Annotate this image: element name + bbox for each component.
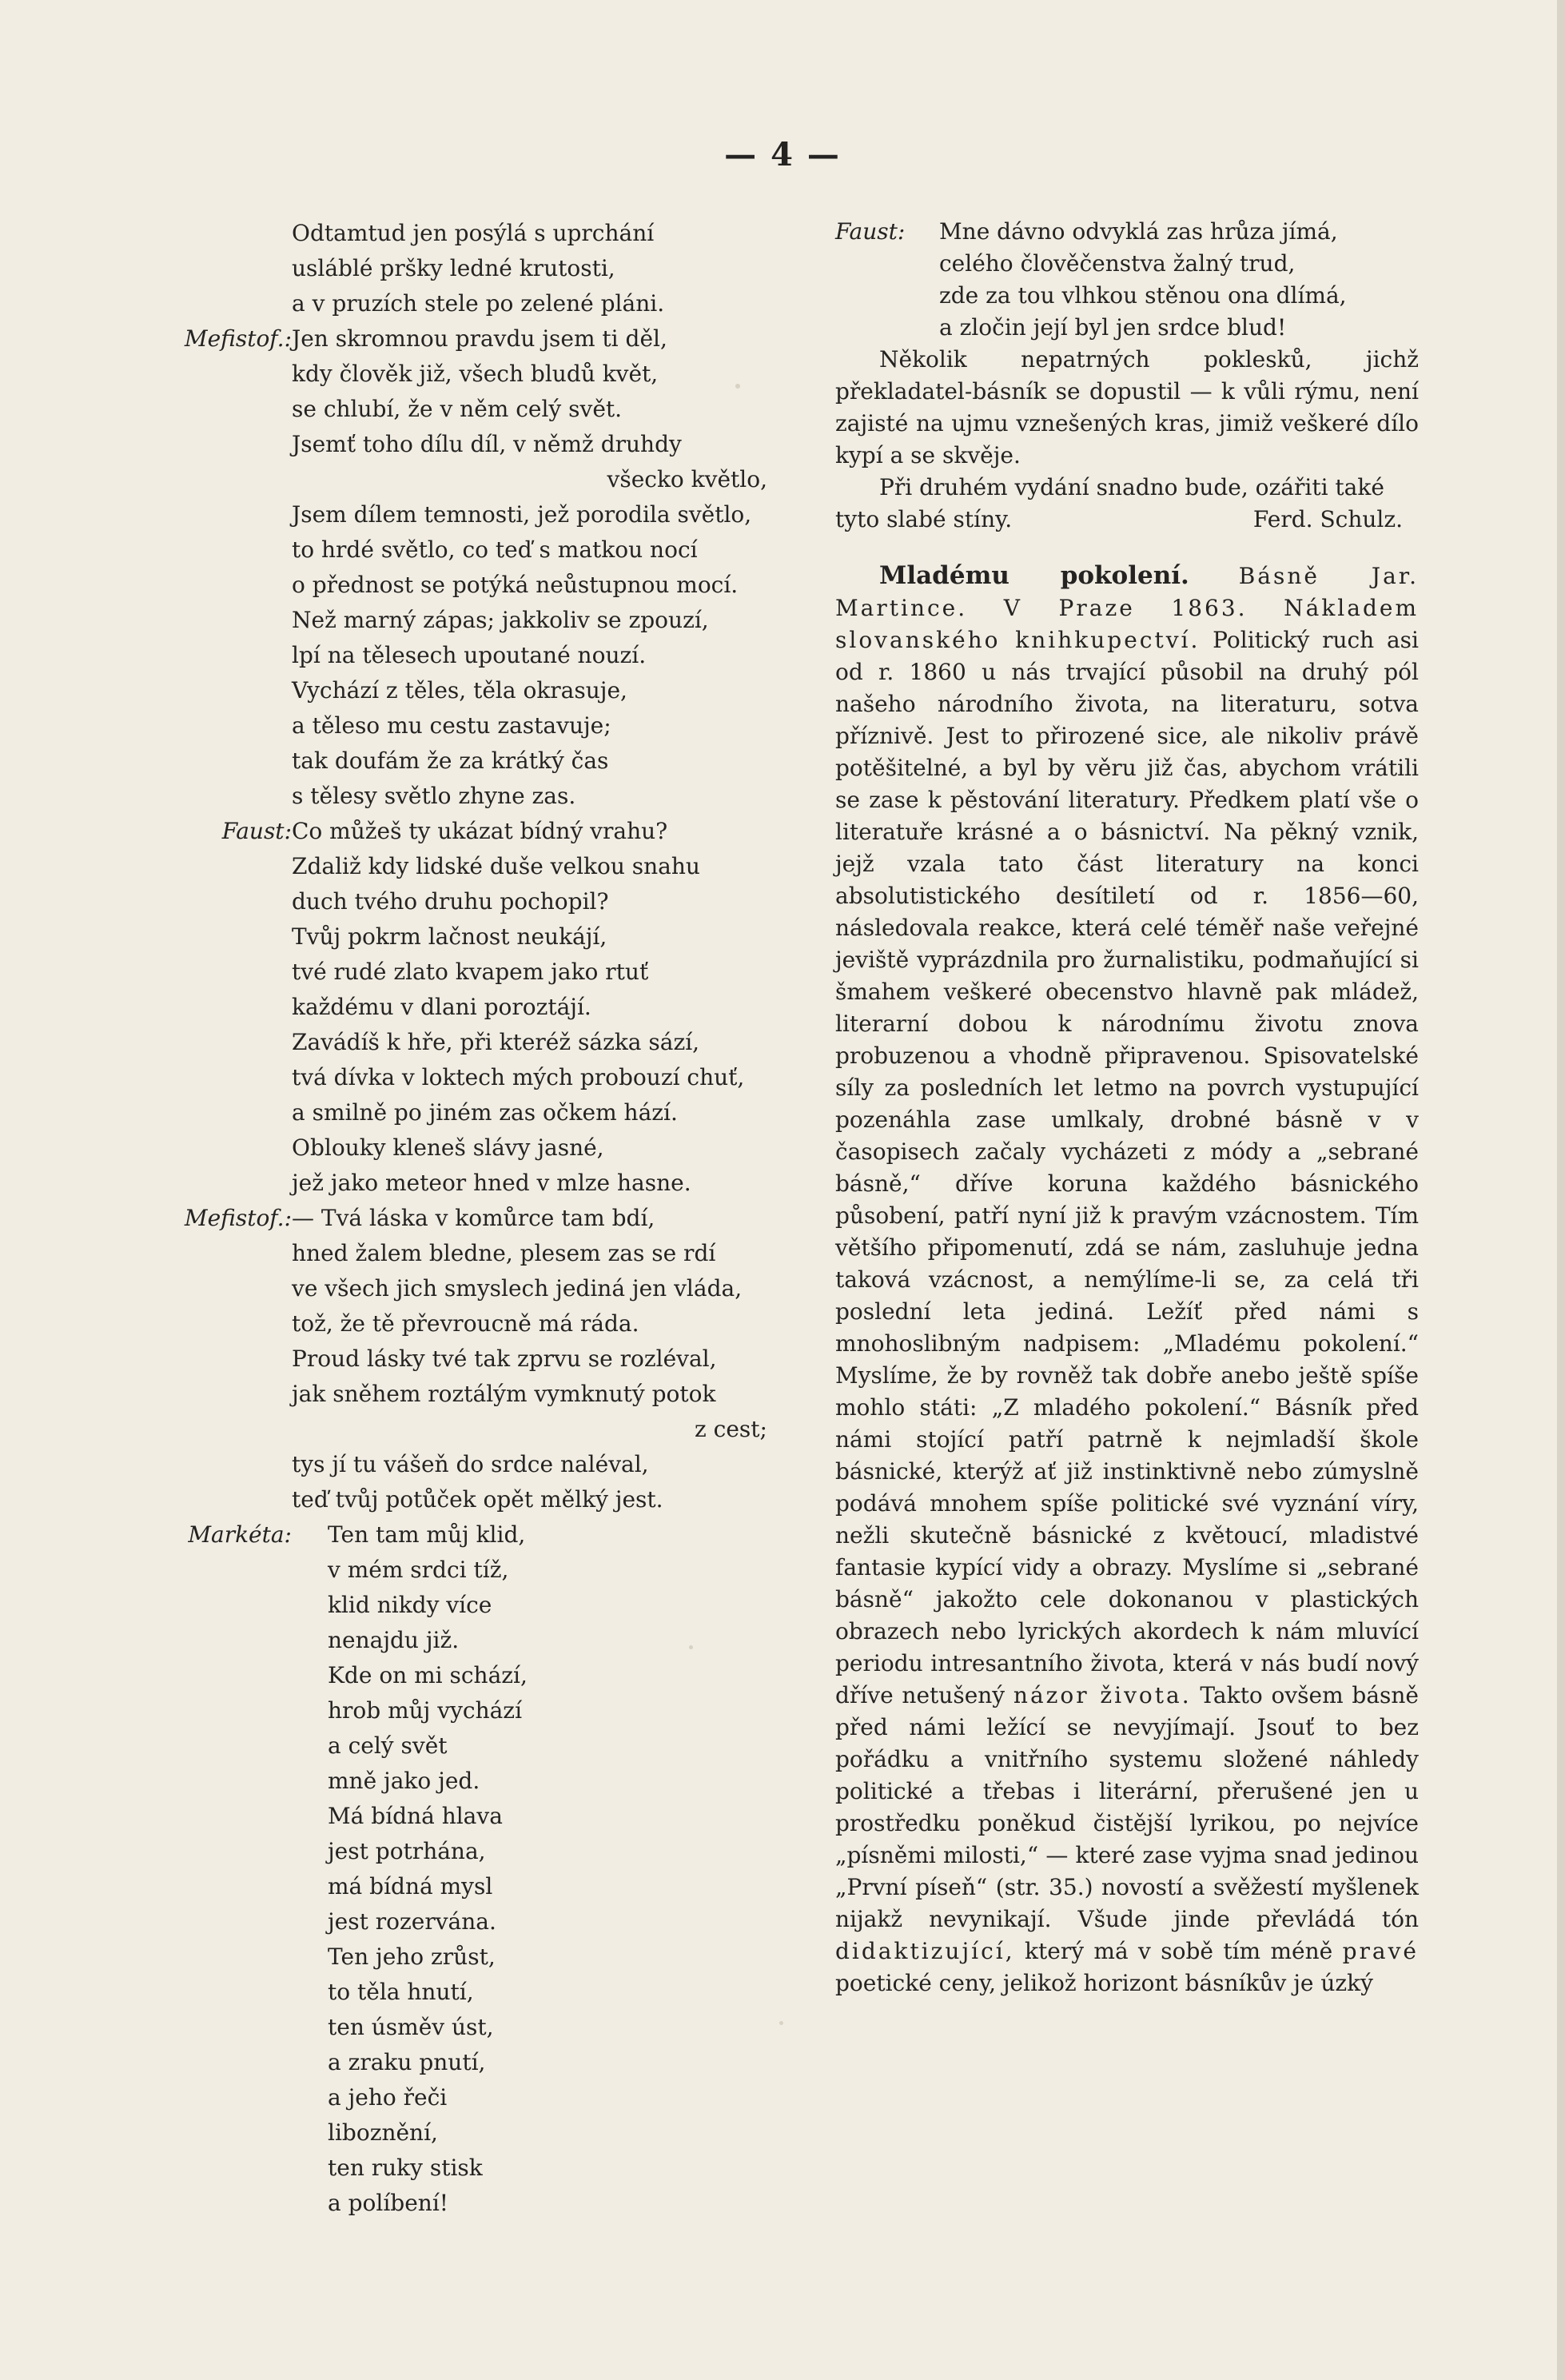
verse-line (160, 1412, 799, 1447)
verse-text: Vychází z těles, těla okrasuje, (292, 677, 627, 704)
verse-text: Co můžeš ty ukázat bídný vrahu? (292, 818, 668, 844)
verse-text: a těleso mu cestu zastavuje; (292, 712, 611, 739)
verse-text: Než marný zápas; jakkoliv se zpouzí, (292, 607, 709, 633)
final-note: Při druhém vydání snadno bude, ozářiti také (879, 474, 1384, 500)
verse-text: teď tvůj potůček opět mělký jest. (292, 1486, 663, 1513)
verse-line (160, 286, 799, 321)
verse-text: Proud lásky tvé tak zprvu se rozléval, (292, 1345, 717, 1372)
verse-text: kdy člověk již, všech bludů květ, (292, 361, 659, 387)
verse-line (160, 357, 799, 392)
verse-text: Jsemť toho dílu díl, v němž druhdy (292, 431, 682, 457)
verse-text: a políbení! (328, 2190, 449, 2216)
translator-note: Několik nepatrných poklesků, jichž překladatel-básník se dopustil — k vůli rýmu, není zajisté na ujmu vznešených kras, jimiž veškeré dílo kypí a se skvěje. (835, 346, 1419, 468)
verse-line (160, 1588, 799, 1623)
verse-line (160, 1553, 799, 1588)
verse-text: jest potrhána, (328, 1838, 486, 1864)
verse-text: liboznění, (328, 2119, 438, 2146)
verse-text: hrob můj vychází (328, 1697, 523, 1724)
faust-passage (835, 216, 1419, 344)
verse-line (835, 280, 1419, 312)
verse-line (160, 2115, 799, 2151)
verse-text: tož, že tě převroucně má ráda. (292, 1310, 639, 1337)
verse-line (160, 427, 799, 462)
verse-line (160, 955, 799, 990)
verse-line (160, 814, 799, 849)
verse-text: Má bídná hlava (328, 1803, 503, 1829)
verse-text: jež jako meteor hned v mlze hasne. (292, 1170, 691, 1196)
verse-text: lpí na tělesech upoutané nouzí. (292, 642, 647, 668)
verse-line (160, 1271, 799, 1306)
verse-line (835, 216, 1419, 248)
verse-text: usláblé pršky ledné krutosti, (292, 255, 615, 281)
verse-text: o přednost se potýká neůstupnou mocí. (292, 572, 739, 598)
verse-line (160, 2080, 799, 2115)
verse-line (160, 216, 799, 251)
verse-text: a v pruzích stele po zelené pláni. (292, 290, 665, 317)
verse-line (160, 1130, 799, 1166)
verse-text: a smilně po jiném zas očkem hází. (292, 1099, 678, 1126)
verse-line (160, 1975, 799, 2010)
verse-text: Odtamtud jen posýlá s uprchání (292, 220, 655, 246)
signature-line (835, 504, 1419, 536)
verse-text: Oblouky kleneš slávy jasné, (292, 1134, 604, 1161)
verse-text: hned žalem bledne, plesem zas se rdí (292, 1240, 716, 1266)
verse-text: Ten jeho zrůst, (328, 1943, 496, 1970)
verse-line (160, 1060, 799, 1095)
verse-text: klid nikdy více (328, 1592, 492, 1618)
verse-text: a zraku pnutí, (328, 2049, 486, 2075)
verse-text: Jen skromnou pravdu jsem ti děl, (292, 325, 667, 352)
signature: Ferd. Schulz. (1252, 506, 1403, 532)
verse-text: v mém srdci tíž, (328, 1557, 509, 1583)
verse-text: Ten tam můj klid, (328, 1521, 526, 1548)
verse-line (160, 884, 799, 919)
verse-line (160, 497, 799, 532)
verse-text: Zdaliž kdy lidské duše velkou snahu (292, 853, 700, 879)
verse-line (160, 1095, 799, 1130)
verse-text: tvá dívka v loktech mých probouzí chuť, (292, 1064, 745, 1090)
verse-line (160, 392, 799, 427)
right-column (835, 216, 1419, 1999)
verse-line (160, 1482, 799, 1517)
verse-line (160, 1166, 799, 1201)
verse-line (160, 2186, 799, 2221)
speaker-label: Mefistof.: (184, 325, 292, 352)
verse-text: tak doufám že za krátký čas (292, 747, 609, 774)
review-article (835, 560, 1419, 1999)
verse-line (160, 849, 799, 884)
verse-line (160, 1834, 799, 1869)
verse-line (160, 603, 799, 638)
speaker-label: Markéta: (188, 1521, 292, 1548)
review-body-2: Takto ovšem básně před námi ležící se nevyjímají. Jsouť to bez pořádku a vnitřního systemu složené náhledy politické a třebas i literární, přerušené jen u prostředku poněkud čistější lyrikou, po nejvíce „písněmi milosti,“ — které zase vyjma snad jedinou „První píseň“ (str. 35.) novostí a svěžestí myšlenek nijakž nevynikají. Všude jinde převládá tón (835, 1682, 1420, 1932)
review-body-3: který má v sobě tím méně (1025, 1938, 1333, 1964)
verse-line (160, 638, 799, 673)
verse-text: celého člověčenstva žalný trud, (939, 250, 1296, 277)
verse-text: a zločin její byl jen srdce blud! (939, 314, 1287, 341)
verse-line (160, 2010, 799, 2045)
verse-line (160, 462, 799, 497)
review-body-4: poetické ceny, jelikož horizont básníkův je úzký (835, 1970, 1373, 1996)
verse-line (835, 312, 1419, 344)
review-body-1: Politický ruch asi od r. 1860 u nás trvající působil na druhý pól našeho národního života, na literaturu, sotva příznivě. Jest to přirozené sice, ale nikoliv právě potěšitelné, a byl by věru již čas, abychom vrátili se zase k pěstování literatury. Předkem platí vše o literatuře krásné a o básnictví. Na pěkný vznik, jejž vzala tato část literatury na konci absolutistického desítiletí od r. 1856—60, následovala reakce, která celé téměř naše veřejné jeviště vyprázdnila pro žurnalistiku, podmaňující si šmahem veškeré obecenstvo hlavně pak mládež, literarní dobou k národnímu životu znova probuzenou a vhodně připravenou. Spisovatelské síly za posledních let letmo na povrch vystupující pozenáhla zase umlkaly, drobné básně v v časopisech začaly vycházeti z módy a „sebrané básně,“ dříve koruna každého básnického působení, patří nyní již k pravým vzácnostem. Tím většího připomenutí, zdá se nám, zasluhuje jedna taková vzácnost, a nemýlíme-li se, za celá tři poslední leta jediná. Ležíť před námi s mnohoslibným nadpisem: „Mladému pokolení.“ Myslíme, že by rovněž tak dobře anebo ještě spíše mohlo státi: „Z mladého pokolení.“ Básník před námi stojící patří patrně k nejmladší škole básnické, kterýž ať již instinktivně nebo zúmyslně podává mnohem spíše politické své vyznání víry, nežli skutečně básnické z květoucí, mladistvé fantasie kypící vidy a obrazy. Myslíme si „sebrané básně“ jakožto cele dokonanou v plastických obrazech nebo lyrických akordech k nám mluvící periodu intresantního života, která v nás budí nový dříve netušený (835, 627, 1420, 1708)
verse-line (160, 673, 799, 708)
verse-text: ten úsměv úst, (328, 2014, 494, 2040)
verse-text: to těla hnutí, (328, 1979, 474, 2005)
verse-line (160, 1341, 799, 1377)
verse-text: má bídná mysl (328, 1873, 493, 1900)
verse-text: Jsem dílem temnosti, jež porodila světlo, (292, 501, 752, 528)
verse-line (160, 2045, 799, 2080)
verse-text: Mne dávno odvyklá zas hrůza jímá, (939, 218, 1338, 245)
verse-text: ten ruky stisk (328, 2155, 483, 2181)
speaker-label: Faust: (835, 218, 906, 245)
verse-line (160, 744, 799, 779)
verse-line (160, 1517, 799, 1553)
verse-text: zde za tou vlhkou stěnou ona dlímá, (939, 282, 1347, 309)
verse-text: a celý svět (328, 1732, 448, 1759)
verse-line (160, 1869, 799, 1904)
verse-line (160, 1764, 799, 1799)
verse-line (160, 2151, 799, 2186)
verse-line (160, 1377, 799, 1412)
review-spaced-phrase-2: didaktizující, (835, 1938, 1015, 1964)
verse-line (835, 248, 1419, 280)
verse-line (160, 1306, 799, 1341)
verse-line (160, 1939, 799, 1975)
verse-line (160, 1799, 799, 1834)
verse-line (160, 1236, 799, 1271)
verse-text: duch tvého druhu pochopil? (292, 888, 609, 915)
verse-text: tys jí tu vášeň do srdce naléval, (292, 1451, 649, 1477)
review-spaced-phrase: názor života. (1013, 1682, 1192, 1708)
left-column (160, 216, 799, 2221)
verse-text: — Tvá láska v komůrce tam bdí, (292, 1205, 655, 1231)
verse-text: mně jako jed. (328, 1768, 480, 1794)
review-title: Mladému pokolení. (879, 561, 1189, 590)
verse-line (160, 990, 799, 1025)
verse-line (160, 919, 799, 955)
page-number: — 4 — (724, 136, 841, 173)
speaker-label: Mefistof.: (184, 1205, 292, 1231)
verse-text: to hrdé světlo, co teď s matkou nocí (292, 536, 698, 563)
verse-line (160, 1623, 799, 1658)
verse-text: nenajdu již. (328, 1627, 460, 1653)
verse-text: a jeho řeči (328, 2084, 448, 2111)
verse-text: ve všech jich smyslech jediná jen vláda, (292, 1275, 743, 1302)
verse-text: každému v dlani poroztájí. (292, 994, 591, 1020)
verse-line (160, 1447, 799, 1482)
verse-line (160, 708, 799, 744)
speaker-label: Faust: (221, 818, 292, 844)
verse-text: s tělesy světlo zhyne zas. (292, 783, 576, 809)
verse-text: tvé rudé zlato kvapem jako rtuť (292, 959, 649, 985)
verse-line (160, 1728, 799, 1764)
verse-line (160, 1693, 799, 1728)
verse-line (160, 1904, 799, 1939)
verse-line (160, 1025, 799, 1060)
verse-text: se chlubí, že v něm celý svět. (292, 396, 623, 422)
review-book-info: Básně Jar. Martince. V Praze 1863. Nákladem slovanského knihkupectví. (835, 563, 1419, 653)
verse-line (160, 251, 799, 286)
verse-text: Zavádíš k hře, při kteréž sázka sází, (292, 1029, 700, 1055)
verse-text: jest rozervána. (328, 1908, 496, 1935)
verse-line (160, 532, 799, 568)
verse-line (160, 568, 799, 603)
verse-line (160, 779, 799, 814)
verse-text: všecko květlo, (607, 466, 767, 492)
verse-text: jak sněhem roztálým vymknutý potok (292, 1381, 716, 1407)
verse-text: Tvůj pokrm lačnost neukájí, (292, 923, 607, 950)
verse-line (160, 1201, 799, 1236)
final-note-end: tyto slabé stíny. (835, 506, 1013, 532)
review-spaced-phrase-3: pravé (1342, 1938, 1419, 1964)
verse-line (160, 1658, 799, 1693)
verse-text: Kde on mi schází, (328, 1662, 528, 1688)
verse-line (160, 321, 799, 357)
verse-text: z cest; (695, 1416, 767, 1442)
